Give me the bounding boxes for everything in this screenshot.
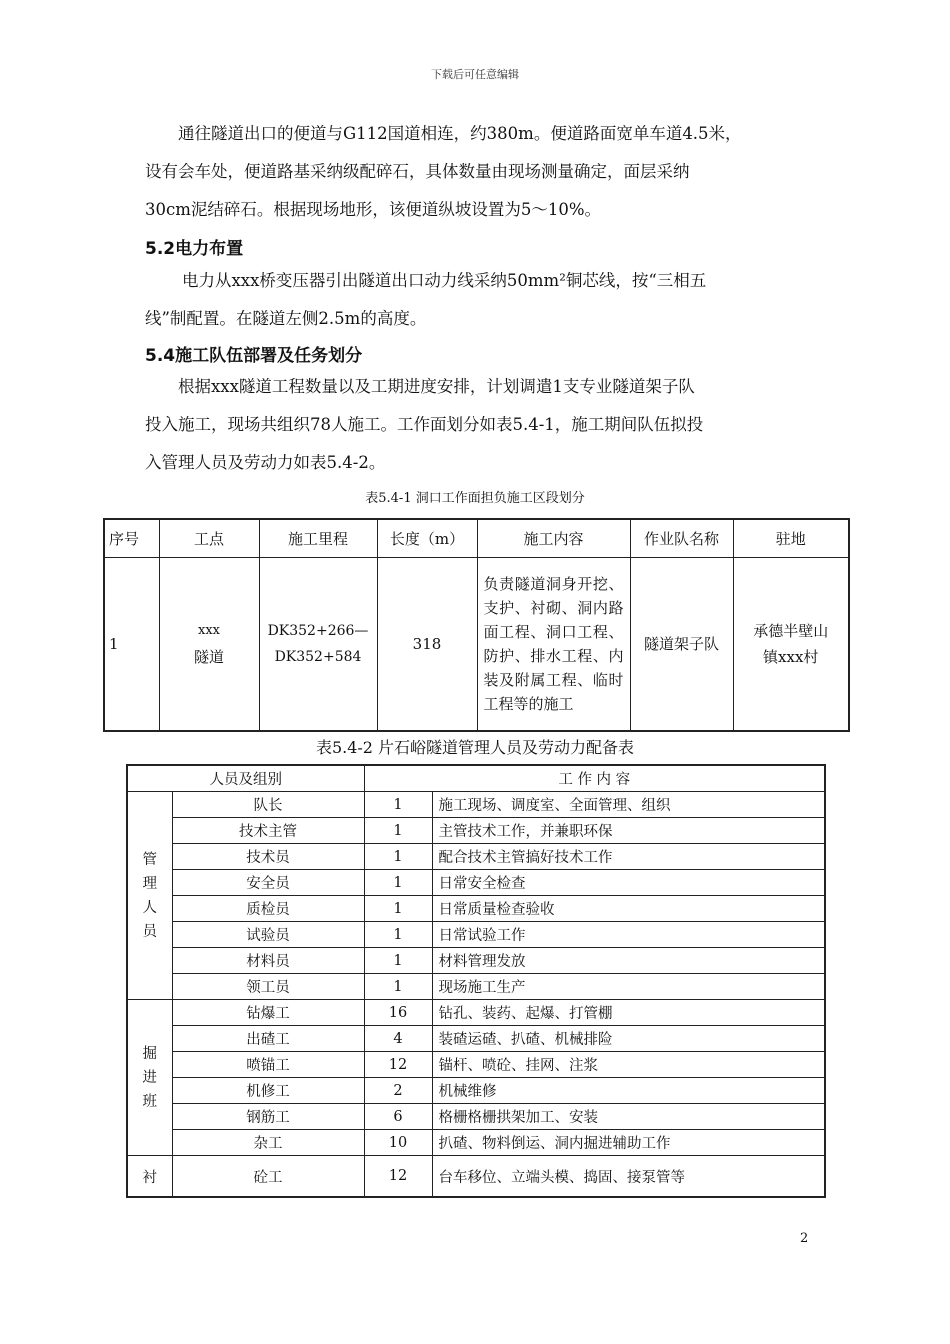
work-cell: 日常安全检查 bbox=[432, 870, 825, 896]
group-label-char: 掘 bbox=[142, 1045, 157, 1062]
count-cell: 2 bbox=[364, 1078, 432, 1104]
count-cell: 1 bbox=[364, 922, 432, 948]
table1-caption: 表5.4-1 洞口工作面担负施工区段划分 bbox=[365, 491, 585, 506]
group-label-char: 理 bbox=[142, 875, 157, 892]
table1-header-cell: 工点 bbox=[159, 519, 259, 557]
group-label-management bbox=[127, 792, 172, 1000]
count-cell: 16 bbox=[364, 1000, 432, 1026]
work-cell: 锚杆、喷砼、挂网、注浆 bbox=[432, 1052, 825, 1078]
table-row bbox=[127, 974, 825, 1000]
table1-header-cell: 施工内容 bbox=[477, 519, 630, 557]
count-cell: 1 bbox=[364, 948, 432, 974]
table-row bbox=[127, 1026, 825, 1052]
section-heading-5-4: 5.4施工队伍部署及任务划分 bbox=[145, 346, 363, 366]
role-cell: 出碴工 bbox=[172, 1026, 364, 1052]
group-label-char: 进 bbox=[142, 1069, 157, 1086]
table2-header-row bbox=[127, 765, 825, 792]
work-cell: 现场施工生产 bbox=[432, 974, 825, 1000]
station-line: 镇xxx村 bbox=[763, 647, 819, 666]
count-cell: 1 bbox=[364, 974, 432, 1000]
site-cell bbox=[159, 557, 259, 731]
count-cell: 4 bbox=[364, 1026, 432, 1052]
work-cell: 钻孔、装药、起爆、打管棚 bbox=[432, 1000, 825, 1026]
count-cell: 12 bbox=[364, 1156, 432, 1198]
table-row bbox=[127, 1156, 825, 1198]
table-row bbox=[127, 896, 825, 922]
count-cell: 1 bbox=[364, 844, 432, 870]
role-cell: 砼工 bbox=[172, 1156, 364, 1198]
table1-header-cell: 序号 bbox=[104, 519, 159, 557]
work-cell: 日常试验工作 bbox=[432, 922, 825, 948]
work-cell: 配合技术主管搞好技术工作 bbox=[432, 844, 825, 870]
table-row bbox=[127, 1052, 825, 1078]
group-label-char: 人 bbox=[142, 899, 157, 916]
table-row bbox=[127, 948, 825, 974]
power-line: 电力从xxx桥变压器引出隧道出口动力线采纳50mm²铜芯线，按“三相五 bbox=[182, 271, 707, 290]
page-header: 下载后可任意编辑 bbox=[431, 68, 519, 81]
team-line: 根据xxx隧道工程数量以及工期进度安排，计划调遣1支专业隧道架子队 bbox=[178, 377, 695, 396]
station-line: 承德半壁山 bbox=[753, 621, 829, 640]
count-cell: 6 bbox=[364, 1104, 432, 1130]
team-paragraph bbox=[145, 368, 815, 482]
length-cell: 318 bbox=[377, 557, 477, 731]
role-cell: 钢筋工 bbox=[172, 1104, 364, 1130]
intro-paragraph bbox=[145, 115, 815, 229]
work-content-cell: 负责隧道洞身开挖、支护、衬砌、洞内路面工程、洞口工程、防护、排水工程、内装及附属工程、临时工程等的施工 bbox=[477, 557, 630, 731]
table1-header-cell: 作业队名称 bbox=[630, 519, 733, 557]
work-cell: 施工现场、调度室、全面管理、组织 bbox=[432, 792, 825, 818]
group-header: 人员及组别 bbox=[127, 765, 364, 792]
work-cell: 扒碴、物料倒运、洞内掘进辅助工作 bbox=[432, 1130, 825, 1156]
table-row bbox=[104, 557, 849, 731]
role-cell: 技术员 bbox=[172, 844, 364, 870]
intro-line: 设有会车处，便道路基采纳级配碎石，具体数量由现场测量确定，面层采纳 bbox=[145, 162, 690, 181]
work-cell: 材料管理发放 bbox=[432, 948, 825, 974]
role-cell: 材料员 bbox=[172, 948, 364, 974]
role-cell: 领工员 bbox=[172, 974, 364, 1000]
table-row bbox=[127, 1130, 825, 1156]
site-name: xxx bbox=[198, 622, 220, 638]
role-cell: 队长 bbox=[172, 792, 364, 818]
count-cell: 1 bbox=[364, 870, 432, 896]
team-line: 入管理人员及劳动力如表5.4-2。 bbox=[145, 453, 386, 472]
table1-header-cell: 施工里程 bbox=[259, 519, 377, 557]
group-label-char: 管 bbox=[142, 851, 157, 868]
work-cell: 装碴运碴、扒碴、机械排险 bbox=[432, 1026, 825, 1052]
work-cell: 日常质量检查验收 bbox=[432, 896, 825, 922]
count-cell: 12 bbox=[364, 1052, 432, 1078]
role-cell: 喷锚工 bbox=[172, 1052, 364, 1078]
work-cell: 格栅格栅拱架加工、安装 bbox=[432, 1104, 825, 1130]
team-line: 投入施工，现场共组织78人施工。工作面划分如表5.4-1，施工期间队伍拟投 bbox=[145, 415, 704, 434]
station-cell bbox=[733, 557, 849, 731]
team-name-cell: 隧道架子队 bbox=[630, 557, 733, 731]
role-cell: 机修工 bbox=[172, 1078, 364, 1104]
power-line: 线”制配置。在隧道左侧2.5m的高度。 bbox=[145, 309, 427, 328]
table-row bbox=[127, 1000, 825, 1026]
table-row bbox=[127, 792, 825, 818]
table-row bbox=[127, 922, 825, 948]
role-cell: 试验员 bbox=[172, 922, 364, 948]
count-cell: 1 bbox=[364, 896, 432, 922]
table-row bbox=[127, 844, 825, 870]
intro-line: 30cm泥结碎石。根据现场地形，该便道纵坡设置为5～10%。 bbox=[145, 200, 602, 219]
section-heading-5-2: 5.2电力布置 bbox=[145, 239, 244, 259]
table1-header-cell: 长度（m） bbox=[377, 519, 477, 557]
count-cell: 1 bbox=[364, 792, 432, 818]
group-label-lining: 衬 bbox=[127, 1156, 172, 1198]
group-label-char: 班 bbox=[142, 1093, 157, 1110]
table-row bbox=[127, 870, 825, 896]
group-label-char: 员 bbox=[142, 923, 157, 940]
table1-header-row bbox=[104, 519, 849, 557]
table-row bbox=[127, 1104, 825, 1130]
work-cell: 主管技术工作，并兼职环保 bbox=[432, 818, 825, 844]
group-label-excavation bbox=[127, 1000, 172, 1156]
role-cell: 质检员 bbox=[172, 896, 364, 922]
table-row bbox=[127, 818, 825, 844]
role-cell: 技术主管 bbox=[172, 818, 364, 844]
work-header: 工 作 内 容 bbox=[364, 765, 825, 792]
table-row bbox=[127, 1078, 825, 1104]
count-cell: 1 bbox=[364, 818, 432, 844]
page-number: 2 bbox=[800, 1231, 809, 1246]
staffing-table bbox=[126, 764, 826, 1198]
mileage-cell bbox=[259, 557, 377, 731]
role-cell: 钻爆工 bbox=[172, 1000, 364, 1026]
table2-caption: 表5.4-2 片石峪隧道管理人员及劳动力配备表 bbox=[315, 738, 635, 757]
count-cell: 10 bbox=[364, 1130, 432, 1156]
power-paragraph bbox=[145, 262, 815, 338]
role-cell: 杂工 bbox=[172, 1130, 364, 1156]
row-number: 1 bbox=[104, 557, 159, 731]
intro-line: 通往隧道出口的便道与G112国道相连，约380m。便道路面宽单车道4.5米， bbox=[178, 124, 742, 143]
work-cell: 机械维修 bbox=[432, 1078, 825, 1104]
mileage-start: DK352+266— bbox=[267, 622, 369, 639]
role-cell: 安全员 bbox=[172, 870, 364, 896]
mileage-end: DK352+584 bbox=[274, 648, 362, 665]
site-type: 隧道 bbox=[193, 647, 224, 666]
work-section-table bbox=[103, 518, 850, 732]
table1-header-cell: 驻地 bbox=[733, 519, 849, 557]
work-cell: 台车移位、立端头模、捣固、接泵管等 bbox=[432, 1156, 825, 1198]
